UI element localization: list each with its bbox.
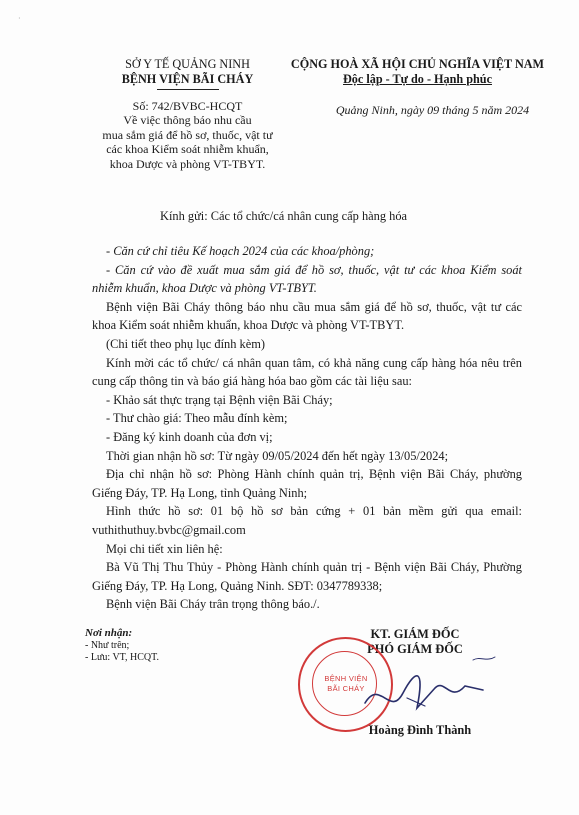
document-body <box>92 242 522 614</box>
document-date: Quảng Ninh, ngày 09 tháng 5 năm 2024 <box>335 103 530 117</box>
announcement: Bệnh viện Bãi Cháy thông báo nhu cầu mua sắm giá để hồ sơ, thuốc, vật tư các khoa Kiểm soát nhiễm khuẩn, khoa Dược và phòng VT-TBYT. <box>92 299 522 333</box>
recipients-block <box>85 627 285 665</box>
org-underline <box>157 89 219 90</box>
recipient-item-1: - Như trên; <box>85 639 130 651</box>
recipients-title: Nơi nhận: <box>85 627 133 639</box>
contact-intro: Mọi chi tiết xin liên hệ: <box>106 541 223 556</box>
basis-1: - Căn cứ chỉ tiêu Kế hoạch 2024 của các khoa/phòng; <box>106 244 375 258</box>
document-number: Số: 742/BVBC-HCQT <box>132 99 243 113</box>
issuing-organization <box>85 57 290 90</box>
closing-line: Bệnh viện Bãi Cháy trân trọng thông báo./. <box>106 597 320 612</box>
stamp-text-line-2: BÃI CHÁY <box>327 684 365 693</box>
subject-line-4: khoa Dược và phòng VT-TBYT. <box>109 156 266 171</box>
contact-details: Bà Vũ Thị Thu Thủy - Phòng Hành chính quản trị - Bệnh viện Bãi Cháy, Phường Giếng Đáy, TP. Hạ Long, Quảng Ninh. SĐT: 0347789338; <box>92 560 522 593</box>
national-header <box>270 57 565 87</box>
submission-address: Địa chỉ nhận hồ sơ: Phòng Hành chính quản trị, Bệnh viện Bãi Cháy, phường Giếng Đáy, TP. Hạ Long, tỉnh Quảng Ninh; <box>92 467 522 500</box>
subject-line-2: mua sắm giá để hồ sơ, thuốc, vật tư <box>102 127 273 142</box>
recipient-line: Kính gửi: Các tổ chức/cá nhân cung cấp hàng hóa <box>160 209 408 223</box>
signature-line-1: KT. GIÁM ĐỐC <box>370 627 460 641</box>
signer-name: Hoàng Đình Thành <box>368 723 472 737</box>
submission-time: Thời gian nhận hồ sơ: Từ ngày 09/05/2024 đến hết ngày 13/05/2024; <box>106 448 449 463</box>
nation-line-1: CỘNG HOÀ XÃ HỘI CHỦ NGHĨA VIỆT NAM <box>290 57 545 71</box>
invitation: Kính mời các tổ chức/ cá nhân quan tâm, có khả năng cung cấp hàng hóa nêu trên cung cấp thông tin và báo giá hàng hóa bao gồm các tài liệu sau: <box>92 355 522 389</box>
required-doc-1: - Khảo sát thực trạng tại Bệnh viện Bãi Cháy; <box>106 392 333 407</box>
signature-line-2: PHÓ GIÁM ĐỐC <box>367 642 463 656</box>
scan-mark: · <box>18 14 21 23</box>
subject-line-1: Về việc thông báo nhu cầu <box>123 113 252 128</box>
required-doc-2: - Thư chào giá: Theo mẫu đính kèm; <box>106 411 288 426</box>
document-number-block <box>85 99 290 171</box>
detail-note: (Chi tiết theo phụ lục đính kèm) <box>106 336 265 351</box>
submission-form: Hình thức hồ sơ: 01 bộ hồ sơ bản cứng + 01 bản mềm gửi qua email: vuthithuthuy.bvbc@gmail.com <box>92 504 522 537</box>
org-line-1: SỞ Y TẾ QUẢNG NINH <box>125 57 250 71</box>
basis-2: - Căn cứ vào đề xuất mua sắm giá để hồ sơ, thuốc, vật tư các khoa Kiểm soát nhiễm khuẩn, khoa Dược và phòng VT-TBYT. <box>92 262 522 296</box>
stamp-text-line-1: BỆNH VIỆN <box>324 674 368 683</box>
nation-line-2: Độc lập - Tự do - Hạnh phúc <box>343 72 492 86</box>
org-line-2: BỆNH VIỆN BÃI CHÁY <box>121 72 254 86</box>
recipient-item-2: - Lưu: VT, HCQT. <box>85 652 160 663</box>
handwritten-signature <box>355 648 505 728</box>
subject-line-3: các khoa Kiểm soát nhiễm khuẩn, <box>106 142 269 157</box>
required-doc-3: - Đăng ký kinh doanh của đơn vị; <box>106 429 273 444</box>
